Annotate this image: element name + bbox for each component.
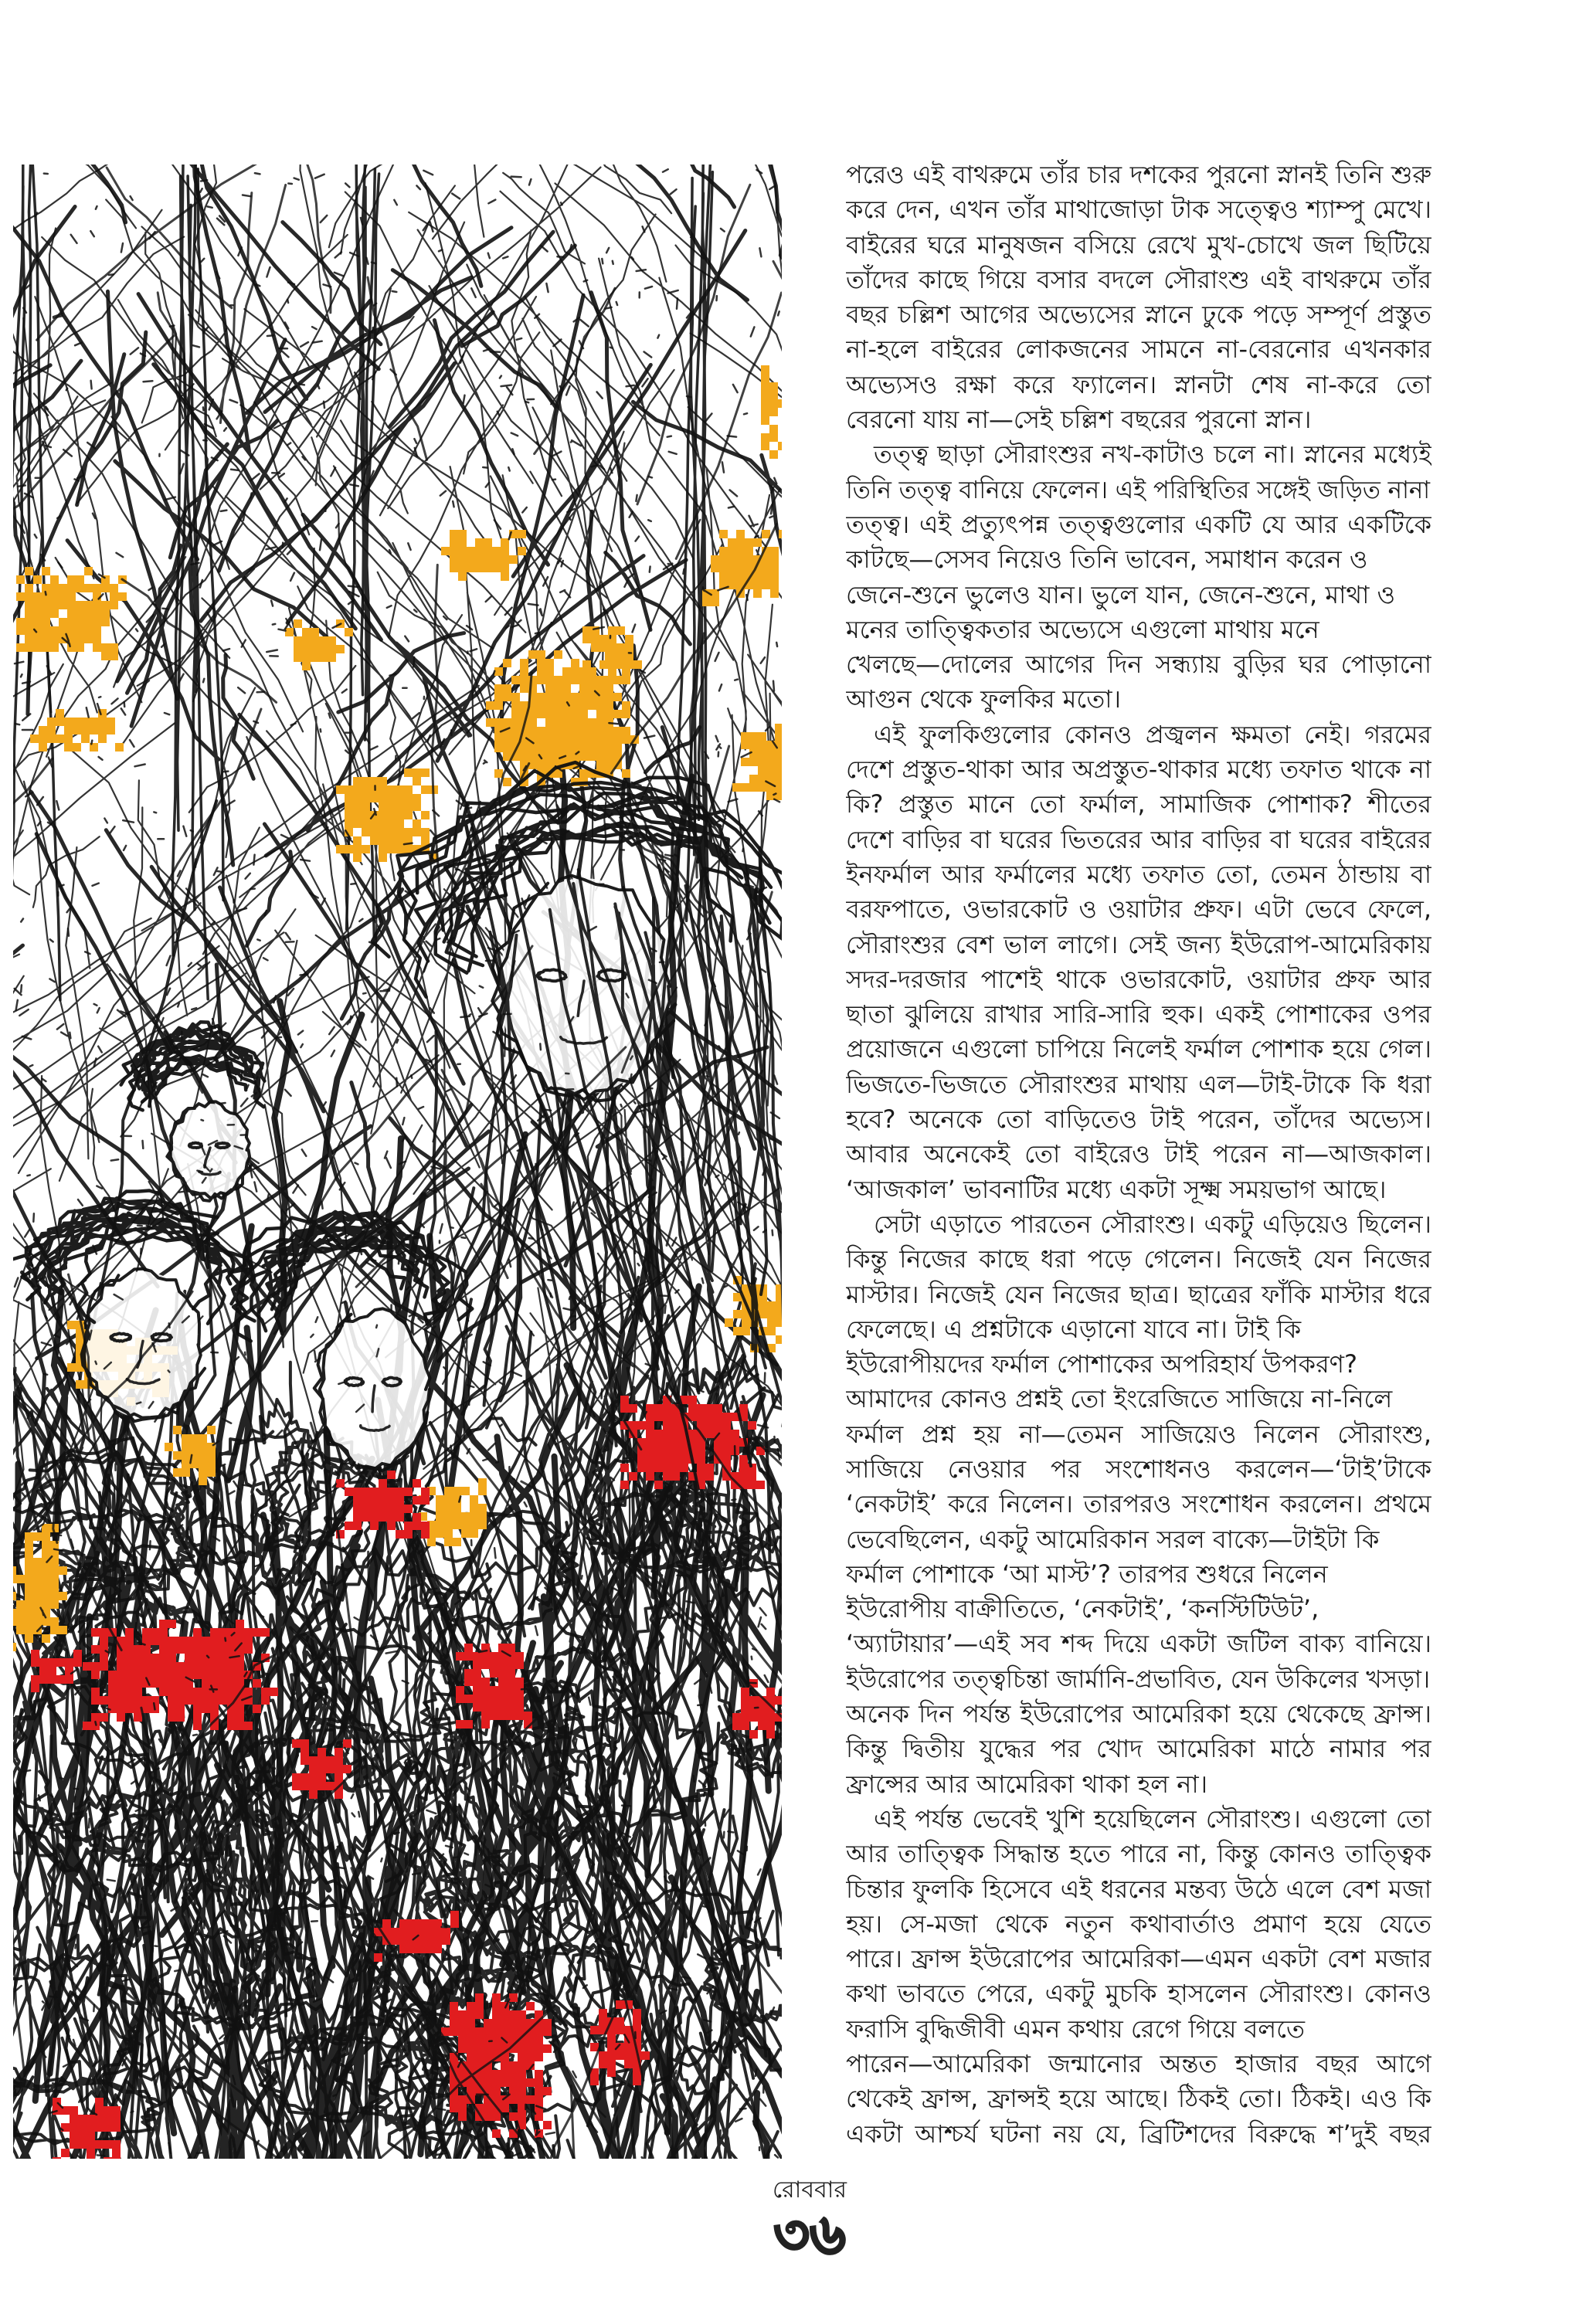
text-line: ‘অ্যাটায়ার’—এই সব শব্দ দিয়ে একটা জটিল বাক্য বানিয়ে। [846, 1629, 1431, 1659]
text-line: সেটা এড়াতে পারতেন সৌরাংশু। একটু এড়িয়েও ছিলেন। [874, 1209, 1431, 1239]
text-line: মনের তাত্ত্বিকতার অভ্যেসে এগুলো মাথায় মনে [846, 614, 1319, 644]
text-line: সদর-দরজার পাশেই থাকে ওভারকোট, ওয়াটার প্রুফ আর [846, 964, 1431, 994]
text-line: দেশে প্রস্তুত-থাকা আর অপ্রস্তুত-থাকার মধ্যে তফাত থাকে না [846, 755, 1431, 785]
text-line: একটা আশ্চর্য ঘটনা নয় যে, ব্রিটিশদের বিরুদ্ধে শ’দুই বছর [846, 2119, 1431, 2149]
text-line: অভ্যেসও রক্ষা করে ফ্যালেন। স্নানটা শেষ না-করে তো [846, 369, 1431, 399]
text-line: বাইরের ঘরে মানুষজন বসিয়ে রেখে মুখ-চোখে জল ছিটিয়ে [846, 229, 1431, 260]
text-line: বেরনো যায় না—সেই চল্লিশ বছরের পুরনো স্নান। [846, 405, 1312, 435]
text-line: ফর্মাল পোশাকে ‘আ মাস্ট’? তারপর শুধরে নিলেন [846, 1559, 1328, 1589]
text-line: আমাদের কোনও প্রশ্নই তো ইংরেজিতে সাজিয়ে না-নিলে [846, 1384, 1393, 1414]
text-line: থেকেই ফ্রান্স, ফ্রান্সই হয়ে আছে। ঠিকই তো। ঠিকই। এও কি [846, 2084, 1431, 2114]
text-line: মাস্টার। নিজেই যেন নিজের ছাত্র। ছাত্রের ফাঁকি মাস্টার ধরে [846, 1279, 1431, 1309]
paragraph [846, 1207, 1431, 1802]
text-line: না-হলে বাইরের লোকজনের সামনে না-বেরনোর এখনকার [846, 334, 1431, 365]
text-line: ইউরোপের তত্ত্বচিন্তা জার্মানি-প্রভাবিত, যেন উকিলের খসড়া। [846, 1664, 1431, 1694]
paragraph [846, 1802, 1431, 2152]
text-line: ছাতা ঝুলিয়ে রাখার সারি-সারি হুক। একই পোশাকের ওপর [846, 999, 1431, 1030]
paragraph [846, 158, 1431, 437]
text-line: ফরাসি বুদ্ধিজীবী এমন কথায় রেগে গিয়ে বলতে [846, 2014, 1306, 2044]
text-line: করে দেন, এখন তাঁর মাথাজোড়া টাক সত্ত্বেও শ্যাম্পু মেখে। [846, 195, 1431, 225]
text-line: দেশে বাড়ির বা ঘরের ভিতরের আর বাড়ির বা ঘরের বাইরের [846, 824, 1431, 854]
text-line: পারেন—আমেরিকা জন্মানোর অন্তত হাজার বছর আগে [846, 2049, 1431, 2079]
text-line: ‘আজকাল’ ভাবনাটির মধ্যে একটা সূক্ষ্ম সময়ভাগ আছে। [846, 1174, 1387, 1204]
text-line: হয়। সে-মজা থেকে নতুন কথাবার্তাও প্রমাণ হয়ে যেতে [846, 1908, 1431, 1939]
text-line: ভেবেছিলেন, একটু আমেরিকান সরল বাক্যে—টাইটা কি [846, 1524, 1380, 1554]
text-line: তত্ত্ব ছাড়া সৌরাংশুর নখ-কাটাও চলে না। স্নানের মধ্যেই [874, 439, 1431, 470]
text-line: কিন্তু নিজের কাছে ধরা পড়ে গেলেন। নিজেই যেন নিজের [846, 1244, 1431, 1274]
text-line: প্রয়োজনে এগুলো চাপিয়ে নিলেই ফর্মাল পোশাক হয়ে গেল। [846, 1034, 1431, 1064]
text-line: কি? প্রস্তুত মানে তো ফর্মাল, সামাজিক পোশাক? শীতের [846, 789, 1431, 819]
text-line: পারে। ফ্রান্স ইউরোপের আমেরিকা—এমন একটা বেশ মজার [846, 1944, 1431, 1974]
text-line: ইউরোপীয়দের ফর্মাল পোশাকের অপরিহার্য উপকরণ? [846, 1349, 1358, 1379]
page-number: ৩৬ [773, 2202, 846, 2267]
text-line: চিন্তার ফুলকি হিসেবে এই ধরনের মন্তব্য উঠে এলে বেশ মজা [846, 1874, 1431, 1904]
text-line: কিন্তু দ্বিতীয় যুদ্ধের পর খোদ আমেরিকা মাঠে নামার পর [846, 1734, 1431, 1764]
paragraph [846, 437, 1431, 717]
text-line: ইনফর্মাল আর ফর্মালের মধ্যে তফাত তো, তেমন ঠান্ডায় বা [846, 859, 1431, 889]
text-line: জেনে-শুনে ভুলেও যান। ভুলে যান, জেনে-শুনে, মাথা ও [846, 579, 1396, 609]
illustration [13, 165, 782, 2159]
text-line: তত্ত্ব। এই প্রত্যুৎপন্ন তত্ত্বগুলোর একটি যে আর একটিকে [846, 509, 1431, 539]
text-line: সৌরাংশুর বেশ ভাল লাগে। সেই জন্য ইউরোপ-আমেরিকায় [846, 929, 1431, 959]
text-line: বরফপাতে, ওভারকোট ও ওয়াটার প্রুফ। এটা ভেবে ফেলে, [846, 894, 1431, 925]
text-line: তাঁদের কাছে গিয়ে বসার বদলে সৌরাংশু এই বাথরুমে তাঁর [846, 264, 1431, 294]
text-line: বছর চল্লিশ আগের অভ্যেসের স্নানে ঢুকে পড়ে সম্পূর্ণ প্রস্তুত [846, 300, 1431, 330]
text-line: অনেক দিন পর্যন্ত ইউরোপের আমেরিকা হয়ে থেকেছে ফ্রান্স। [846, 1699, 1431, 1729]
text-line: কথা ভাবতে পেরে, একটু মুচকি হাসলেন সৌরাংশু। কোনও [846, 1979, 1431, 2009]
page-footer [732, 2176, 887, 2269]
text-line: ফর্মাল প্রশ্ন হয় না—তেমন সাজিয়েও নিলেন সৌরাংশু, [846, 1419, 1431, 1449]
text-line: ‘নেকটাই’ করে নিলেন। তারপরও সংশোধন করলেন। প্রথমে [846, 1489, 1431, 1519]
text-line: ভিজতে-ভিজতে সৌরাংশুর মাথায় এল—টাই-টাকে কি ধরা [846, 1069, 1431, 1099]
text-line: আবার অনেকেই তো বাইরেও টাই পরেন না—আজকাল। [846, 1139, 1431, 1169]
text-line: আগুন থেকে ফুলকির মতো। [846, 684, 1122, 714]
text-line: কাটছে—সেসব নিয়েও তিনি ভাবেন, সমাধান করেন ও [846, 545, 1368, 575]
article-body [846, 158, 1431, 2158]
text-line: পরেও এই বাথরুমে তাঁর চার দশকের পুরনো স্নানই তিনি শুরু [846, 160, 1431, 189]
text-line: এই পর্যন্ত ভেবেই খুশি হয়েছিলেন সৌরাংশু। এগুলো তো [874, 1803, 1431, 1834]
text-line: ফেলেছে। এ প্রশ্নটাকে এড়ানো যাবে না। টাই কি [846, 1314, 1302, 1344]
text-line: এই ফুলকিগুলোর কোনও প্রজ্বলন ক্ষমতা নেই। গরমের [874, 719, 1431, 749]
paragraph [846, 718, 1431, 1207]
text-line: ইউরোপীয় বাক্রীতিতে, ‘নেকটাই’, ‘কনস্টিটিউট’, [846, 1594, 1319, 1624]
text-line: হবে? অনেকে তো বাড়িতেও টাই পরেন, তাঁদের অভ্যেস। [846, 1104, 1431, 1135]
text-line: সাজিয়ে নেওয়ার পর সংশোধনও করলেন—‘টাই’টাকে [846, 1454, 1431, 1484]
text-line: ফ্রান্সের আর আমেরিকা থাকা হল না। [846, 1769, 1208, 1799]
text-line: খেলছে—দোলের আগের দিন সন্ধ্যায় বুড়ির ঘর পোড়ানো [846, 650, 1431, 680]
text-line: তিনি তত্ত্ব বানিয়ে ফেলেন। এই পরিস্থিতির সঙ্গেই জড়িত নানা [846, 474, 1431, 504]
text-line: আর তাত্ত্বিক সিদ্ধান্ত হতে পারে না, কিন্তু কোনও তাত্ত্বিক [846, 1839, 1431, 1869]
magazine-name: রোববার [773, 2176, 847, 2204]
